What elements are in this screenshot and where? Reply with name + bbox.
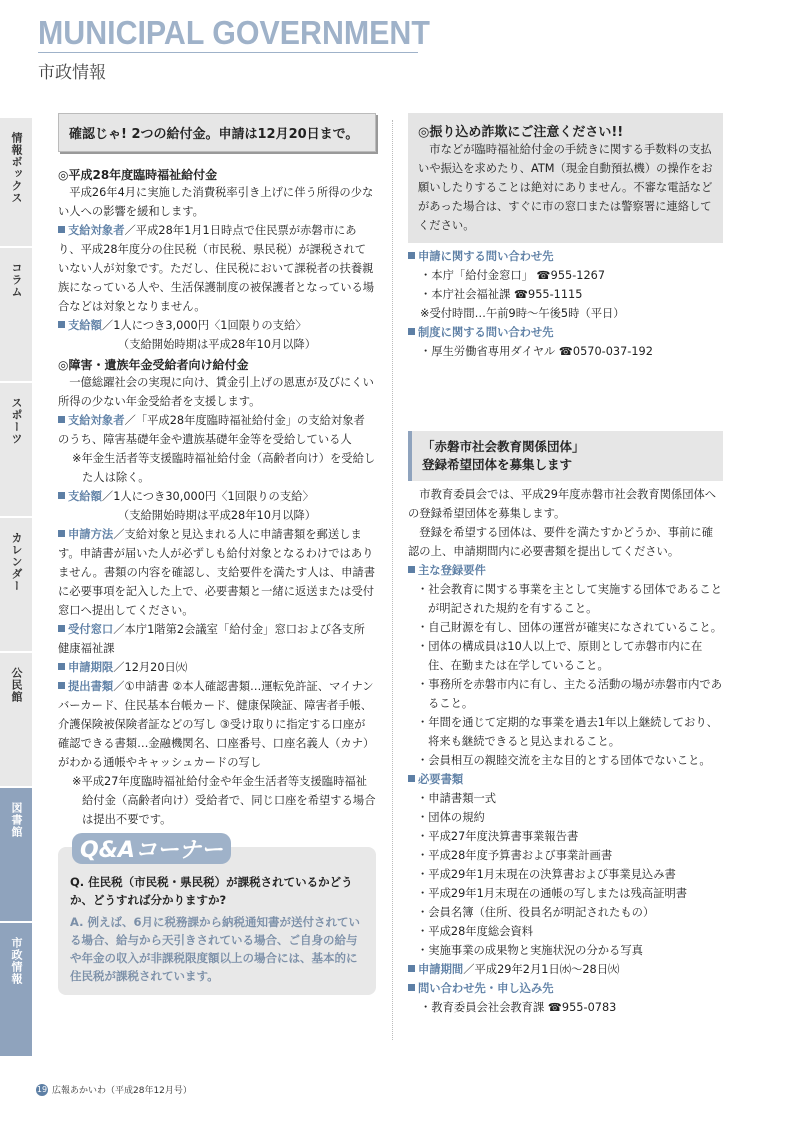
page-number: 19 — [36, 1085, 48, 1094]
docs-paragraph: 提出書類／①申請書 ②本人確認書類…運転免許証、マイナンバーカード、住民基本台帳カード、健康保険証、障害者手帳、介護保険被保険者証などの写し ③受け取りに指定する口座が確認できる書類…金融機関名、口座番号、口座名義人（カナ）がわかる通帳やキャッシュカードの写し — [58, 680, 375, 769]
list-item: ・厚生労働省専用ダイヤル ☎0570-037-192 — [420, 345, 653, 358]
list-item: ・社会教育に関する事業を主として実施する団体であることが明記された規約を有すること。 — [417, 583, 723, 615]
header-underline — [38, 52, 418, 53]
right-column — [408, 113, 723, 1017]
list-item: ・会員名簿（住所、役員名が明記されたもの） — [417, 906, 655, 919]
amount-paragraph: 支給額／1人につき3,000円〈1回限りの支給〉 — [58, 316, 376, 335]
footer-publication: 広報あかいわ（平成28年12月号） — [52, 1086, 192, 1096]
list-item: ・自己財源を有し、団体の運営が確実になされていること。 — [417, 621, 723, 634]
amount-note: （支給開始時期は平成28年10月以降） — [117, 509, 317, 522]
benefit-banner: 確認じゃ! 2つの給付金。申請は12月20日まで。 — [58, 113, 376, 152]
period-paragraph: 申請期間／平成29年2月1日㈬～28日㈫ — [408, 960, 723, 979]
qa-answer: A. 例えば、6月に税務課から納税通知書が送付されている場合、給与から天引きされている場合、ご自身の給与や年金の収入が非課税限度額以上の場合には、基本的に住民税が課税されています。 — [70, 915, 360, 983]
list-item: ・本庁「給付金窓口」 ☎955-1267 — [420, 269, 606, 282]
list-item: ・団体の構成員は10人以上で、原則として赤磐市内に在住、在勤または在学していること。 — [417, 640, 703, 672]
amount-paragraph: 支給額／1人につき30,000円〈1回限りの支給〉 — [58, 487, 376, 506]
page-header-title: MUNICIPAL GOVERNMENT — [38, 14, 430, 51]
note: ※年金生活者等支援臨時福祉給付金（高齢者向け）を受給した人は除く。 — [72, 452, 376, 484]
amount-note: （支給開始時期は平成28年10月以降） — [117, 338, 317, 351]
qa-logo: Q&Aコーナー — [72, 833, 231, 864]
paragraph: 登録を希望する団体は、要件を満たすかどうか、事前に確認の上、申請期間内に必要書類を提出してください。 — [408, 526, 714, 558]
paragraph: 平成26年4月に実施した消費税率引き上げに伴う所得の少ない人への影響を緩和します。 — [58, 186, 374, 218]
section-title: ◎障害・遺族年金受給者向け給付金 — [58, 358, 249, 372]
recruitment-title-line1: 「赤磐市社会教育関係団体」 — [422, 439, 585, 454]
deadline-paragraph: 申請期限／12月20日㈫ — [58, 658, 376, 677]
inquiry-heading: 制度に関する問い合わせ先 — [408, 323, 723, 342]
tab-column[interactable]: コラム — [0, 248, 32, 383]
side-tab-nav — [0, 118, 32, 1058]
left-column — [58, 113, 376, 995]
paragraph: 一億総躍社会の実現に向け、賃金引上げの恩恵が及びにくい所得の少ない年金受給者を支援します。 — [58, 376, 374, 408]
list-item: ・実施事業の成果物と実施状況の分かる写真 — [417, 944, 643, 957]
list-item: ・申請書類一式 — [417, 792, 497, 805]
target-paragraph: 支給対象者／「平成28年度臨時福祉給付金」の支給対象者のうち、障害基礎年金や遺族基礎年金等を受給している人 — [58, 414, 365, 446]
qa-corner — [58, 838, 376, 995]
recruitment-title-line2: 登録希望団体を募集します — [422, 457, 573, 472]
tab-city-info[interactable]: 市政情報 — [0, 923, 32, 1058]
column-divider — [392, 120, 393, 1040]
list-item: ・団体の規約 — [417, 811, 485, 824]
fraud-alert-box — [408, 113, 723, 243]
target-paragraph: 支給対象者／平成28年1月1日時点で住民票が赤磐市にあり、平成28年度分の住民税（市民税、県民税）が課税されていない人が対象です。ただし、住民税において課税者の扶養親族になっている人や、生活保護制度の被保護者となっている場合などは対象となりません。 — [58, 224, 375, 313]
tab-info-box[interactable]: 情報ボックス — [0, 118, 32, 248]
tab-sports[interactable]: スポーツ — [0, 383, 32, 518]
tab-community-center[interactable]: 公民館 — [0, 653, 32, 788]
tab-library[interactable]: 図書館 — [0, 788, 32, 923]
method-paragraph: 申請方法／支給対象と見込まれる人に申請書類を郵送します。申請書が届いた人が必ずしも給付対象となるわけではありません。書類の内容を確認し、支給要件を満たす人は、申請書に必要事項を記入した上で、必要書類と一緒に返送または受付窓口へ提出してください。 — [58, 528, 375, 617]
list-item: ・年間を通じて定期的な事業を過去1年以上継続しており、将来も継続できると見込まれること。 — [417, 716, 718, 748]
recruitment-heading — [408, 431, 723, 481]
qa-question: Q. 住民税（市民税・県民税）が課税されているかどうか、どうすれば分かりますか? — [70, 875, 353, 907]
tab-calendar[interactable]: カレンダー — [0, 518, 32, 653]
list-item: ・平成27年度決算書事業報告書 — [417, 830, 579, 843]
section-title: ◎平成28年度臨時福祉給付金 — [58, 168, 218, 182]
desk-paragraph: 受付窓口／本庁1階第2会議室「給付金」窓口および各支所健康福祉課 — [58, 623, 365, 655]
list-item: ・平成29年1月末現在の通帳の写しまたは残高証明書 — [417, 887, 688, 900]
alert-text: 市などが臨時福祉給付金の手続きに関する手数料の支払いや振込を求めたり、ATM（現金自動預払機）の操作をお願いしたりすることは絶対にありません。不審な電話などがあった場合は、すぐに市の窓口または警察署に連絡してください。 — [418, 143, 713, 232]
page-section-subtitle: 市政情報 — [38, 63, 106, 83]
list-item: ・平成28年度総会資料 — [417, 925, 534, 938]
list-item: ・教育委員会社会教育課 ☎955-0783 — [420, 1001, 617, 1014]
list-item: ・事務所を赤磐市内に有し、主たる活動の場が赤磐市内であること。 — [417, 678, 723, 710]
note: ※受付時間…午前9時～午後5時（平日） — [420, 307, 625, 320]
inquiry-heading: 申請に関する問い合わせ先 — [408, 247, 723, 266]
list-item: ・平成28年度予算書および事業計画書 — [417, 849, 613, 862]
documents-heading: 必要書類 — [408, 770, 723, 789]
list-item: ・会員相互の親睦交流を主な目的とする団体でないこと。 — [417, 754, 711, 767]
list-item: ・平成29年1月末現在の決算書および事業見込み書 — [417, 868, 676, 881]
list-item: ・本庁社会福祉課 ☎955-1115 — [420, 288, 583, 301]
contact-heading: 問い合わせ先・申し込み先 — [408, 979, 723, 998]
paragraph: 市教育委員会では、平成29年度赤磐市社会教育関係団体への登録希望団体を募集します。 — [408, 488, 717, 520]
note: ※平成27年度臨時福祉給付金や年金生活者等支援臨時福祉給付金（高齢者向け）受給者で、同じ口座を希望する場合は提出不要です。 — [72, 775, 376, 826]
alert-title: ◎振り込め詐欺にご注意ください!! — [418, 125, 624, 140]
requirements-heading: 主な登録要件 — [408, 561, 723, 580]
